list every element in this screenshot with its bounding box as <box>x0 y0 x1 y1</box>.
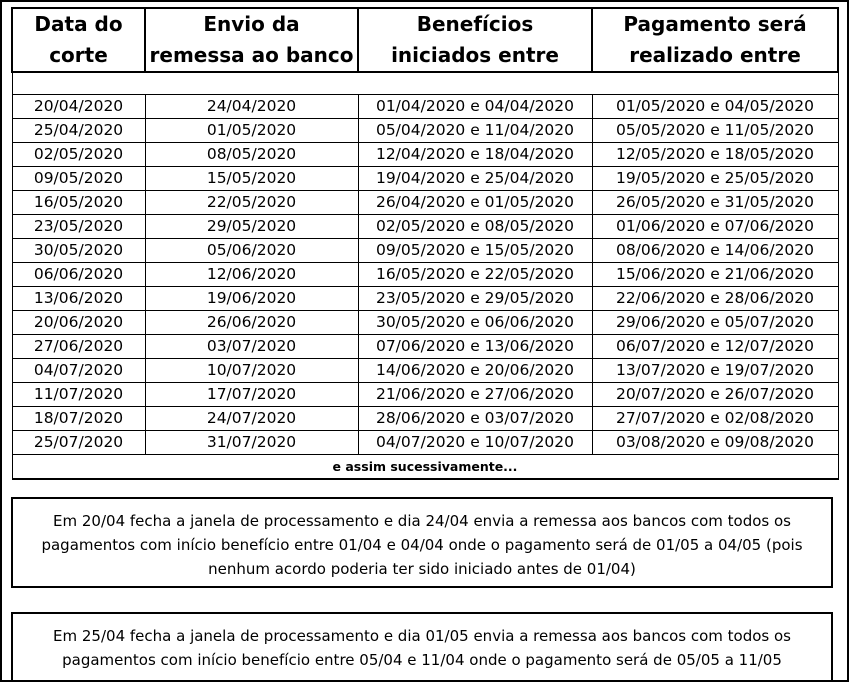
header-payment-period: Pagamento será realizado entre <box>592 8 838 72</box>
table-row <box>12 311 838 335</box>
bank-shipment-cell: 24/07/2020 <box>145 407 358 431</box>
note-line: pagamentos com início benefício entre 01/04 e 04/04 onde o pagamento será de 01/05 a 04/05 (pois <box>41 536 803 554</box>
cutoff-date-cell: 25/07/2020 <box>12 431 145 455</box>
payment-range-cell: 20/07/2020 e 26/07/2020 <box>592 383 838 407</box>
explanation-note-1 <box>11 497 833 588</box>
payment-range-cell: 15/06/2020 e 21/06/2020 <box>592 263 838 287</box>
table-row <box>12 359 838 383</box>
table-row <box>12 95 838 119</box>
payment-range-cell: 19/05/2020 e 25/05/2020 <box>592 167 838 191</box>
benefits-range-cell: 14/06/2020 e 20/06/2020 <box>358 359 592 383</box>
benefits-range-cell: 23/05/2020 e 29/05/2020 <box>358 287 592 311</box>
table-row <box>12 119 838 143</box>
cutoff-date-cell: 13/06/2020 <box>12 287 145 311</box>
note-line: pagamentos com início benefício entre 05/04 e 11/04 onde o pagamento será de 05/05 a 11/05 <box>62 651 782 669</box>
table-row <box>12 431 838 455</box>
benefits-range-cell: 04/07/2020 e 10/07/2020 <box>358 431 592 455</box>
payment-range-cell: 22/06/2020 e 28/06/2020 <box>592 287 838 311</box>
cutoff-date-cell: 04/07/2020 <box>12 359 145 383</box>
cutoff-date-cell: 16/05/2020 <box>12 191 145 215</box>
cutoff-date-cell: 20/04/2020 <box>12 95 145 119</box>
header-benefits-started: Benefícios iniciados entre <box>358 8 592 72</box>
spacer-row <box>12 72 838 95</box>
bank-shipment-cell: 05/06/2020 <box>145 239 358 263</box>
cutoff-date-cell: 25/04/2020 <box>12 119 145 143</box>
benefits-range-cell: 16/05/2020 e 22/05/2020 <box>358 263 592 287</box>
table-row <box>12 191 838 215</box>
bank-shipment-cell: 08/05/2020 <box>145 143 358 167</box>
bank-shipment-cell: 19/06/2020 <box>145 287 358 311</box>
payment-range-cell: 12/05/2020 e 18/05/2020 <box>592 143 838 167</box>
note-line: Em 25/04 fecha a janela de processamento e dia 01/05 envia a remessa aos bancos com todos os <box>53 627 791 645</box>
header-row <box>12 8 838 72</box>
benefits-range-cell: 30/05/2020 e 06/06/2020 <box>358 311 592 335</box>
table-row <box>12 287 838 311</box>
note-line: nenhum acordo poderia ter sido iniciado antes de 01/04) <box>208 560 636 578</box>
cutoff-date-cell: 23/05/2020 <box>12 215 145 239</box>
footer-text: e assim sucessivamente... <box>12 455 838 480</box>
bank-shipment-cell: 22/05/2020 <box>145 191 358 215</box>
benefits-range-cell: 05/04/2020 e 11/04/2020 <box>358 119 592 143</box>
benefits-range-cell: 12/04/2020 e 18/04/2020 <box>358 143 592 167</box>
cutoff-date-cell: 18/07/2020 <box>12 407 145 431</box>
payment-range-cell: 03/08/2020 e 09/08/2020 <box>592 431 838 455</box>
table-row <box>12 167 838 191</box>
cutoff-date-cell: 30/05/2020 <box>12 239 145 263</box>
benefits-range-cell: 26/04/2020 e 01/05/2020 <box>358 191 592 215</box>
cutoff-date-cell: 02/05/2020 <box>12 143 145 167</box>
benefits-range-cell: 28/06/2020 e 03/07/2020 <box>358 407 592 431</box>
note-line: Em 20/04 fecha a janela de processamento e dia 24/04 envia a remessa aos bancos com todos os <box>53 512 791 530</box>
benefits-range-cell: 21/06/2020 e 27/06/2020 <box>358 383 592 407</box>
benefits-range-cell: 01/04/2020 e 04/04/2020 <box>358 95 592 119</box>
table-row <box>12 383 838 407</box>
payment-range-cell: 01/05/2020 e 04/05/2020 <box>592 95 838 119</box>
payment-range-cell: 06/07/2020 e 12/07/2020 <box>592 335 838 359</box>
benefits-range-cell: 02/05/2020 e 08/05/2020 <box>358 215 592 239</box>
table-row <box>12 143 838 167</box>
cutoff-date-cell: 11/07/2020 <box>12 383 145 407</box>
bank-shipment-cell: 01/05/2020 <box>145 119 358 143</box>
bank-shipment-cell: 15/05/2020 <box>145 167 358 191</box>
bank-shipment-cell: 10/07/2020 <box>145 359 358 383</box>
table-row <box>12 215 838 239</box>
table-row <box>12 407 838 431</box>
payment-range-cell: 27/07/2020 e 02/08/2020 <box>592 407 838 431</box>
payment-range-cell: 26/05/2020 e 31/05/2020 <box>592 191 838 215</box>
bank-shipment-cell: 26/06/2020 <box>145 311 358 335</box>
benefits-range-cell: 07/06/2020 e 13/06/2020 <box>358 335 592 359</box>
explanation-note-2 <box>11 612 833 682</box>
cutoff-date-cell: 20/06/2020 <box>12 311 145 335</box>
payment-range-cell: 29/06/2020 e 05/07/2020 <box>592 311 838 335</box>
footer-row <box>12 455 838 480</box>
payment-range-cell: 13/07/2020 e 19/07/2020 <box>592 359 838 383</box>
benefits-range-cell: 19/04/2020 e 25/04/2020 <box>358 167 592 191</box>
cutoff-date-cell: 09/05/2020 <box>12 167 145 191</box>
header-cutoff-date: Data do corte <box>12 8 145 72</box>
table-row <box>12 263 838 287</box>
payment-range-cell: 08/06/2020 e 14/06/2020 <box>592 239 838 263</box>
bank-shipment-cell: 12/06/2020 <box>145 263 358 287</box>
header-bank-shipment: Envio da remessa ao banco <box>145 8 358 72</box>
payment-schedule-table <box>11 7 839 480</box>
bank-shipment-cell: 17/07/2020 <box>145 383 358 407</box>
payment-range-cell: 01/06/2020 e 07/06/2020 <box>592 215 838 239</box>
cutoff-date-cell: 06/06/2020 <box>12 263 145 287</box>
cutoff-date-cell: 27/06/2020 <box>12 335 145 359</box>
bank-shipment-cell: 24/04/2020 <box>145 95 358 119</box>
table-row <box>12 335 838 359</box>
payment-range-cell: 05/05/2020 e 11/05/2020 <box>592 119 838 143</box>
benefits-range-cell: 09/05/2020 e 15/05/2020 <box>358 239 592 263</box>
bank-shipment-cell: 03/07/2020 <box>145 335 358 359</box>
table-row <box>12 239 838 263</box>
bank-shipment-cell: 31/07/2020 <box>145 431 358 455</box>
bank-shipment-cell: 29/05/2020 <box>145 215 358 239</box>
